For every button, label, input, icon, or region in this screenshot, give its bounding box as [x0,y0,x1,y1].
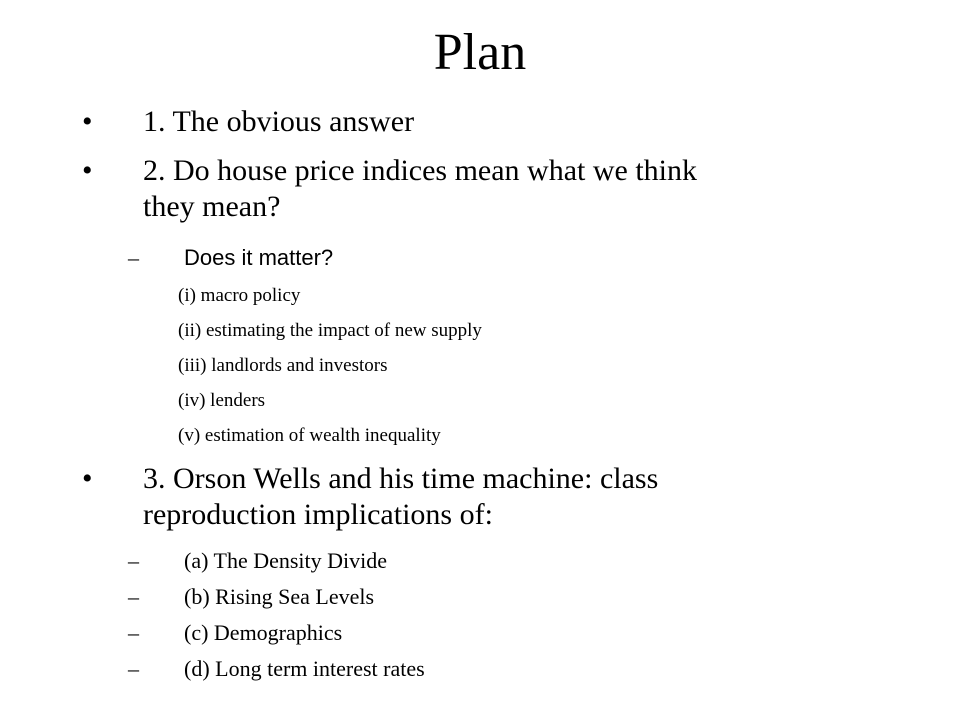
bullet-2-text-line-2: they mean? [143,190,281,223]
bullet-marker: • [82,105,93,138]
sub-question: Does it matter? [184,245,334,270]
dash-marker: – [128,548,139,573]
dash-marker: – [128,245,139,270]
sub-item: (iv) lenders [178,390,266,411]
dash-marker: – [128,656,139,681]
bullet-1-text: 1. The obvious answer [143,105,415,138]
slide-title: Plan [433,24,527,81]
bullet-marker: • [82,154,93,187]
implication-item: (c) Demographics [184,620,343,645]
implication-item: (a) The Density Divide [184,548,388,573]
implication-item: (d) Long term interest rates [184,656,425,681]
sub-item: (v) estimation of wealth inequality [178,425,441,446]
implication-item: (b) Rising Sea Levels [184,584,375,609]
dash-marker: – [128,620,139,645]
bullet-3-text-line-2: reproduction implications of: [143,498,493,531]
dash-marker: – [128,584,139,609]
sub-item: (ii) estimating the impact of new supply [178,320,482,341]
bullet-3-text-line-1: 3. Orson Wells and his time machine: class [143,462,659,495]
sub-item: (i) macro policy [178,285,301,306]
bullet-2-text-line-1: 2. Do house price indices mean what we think [143,154,698,187]
sub-item: (iii) landlords and investors [178,355,388,376]
bullet-marker: • [82,462,93,495]
